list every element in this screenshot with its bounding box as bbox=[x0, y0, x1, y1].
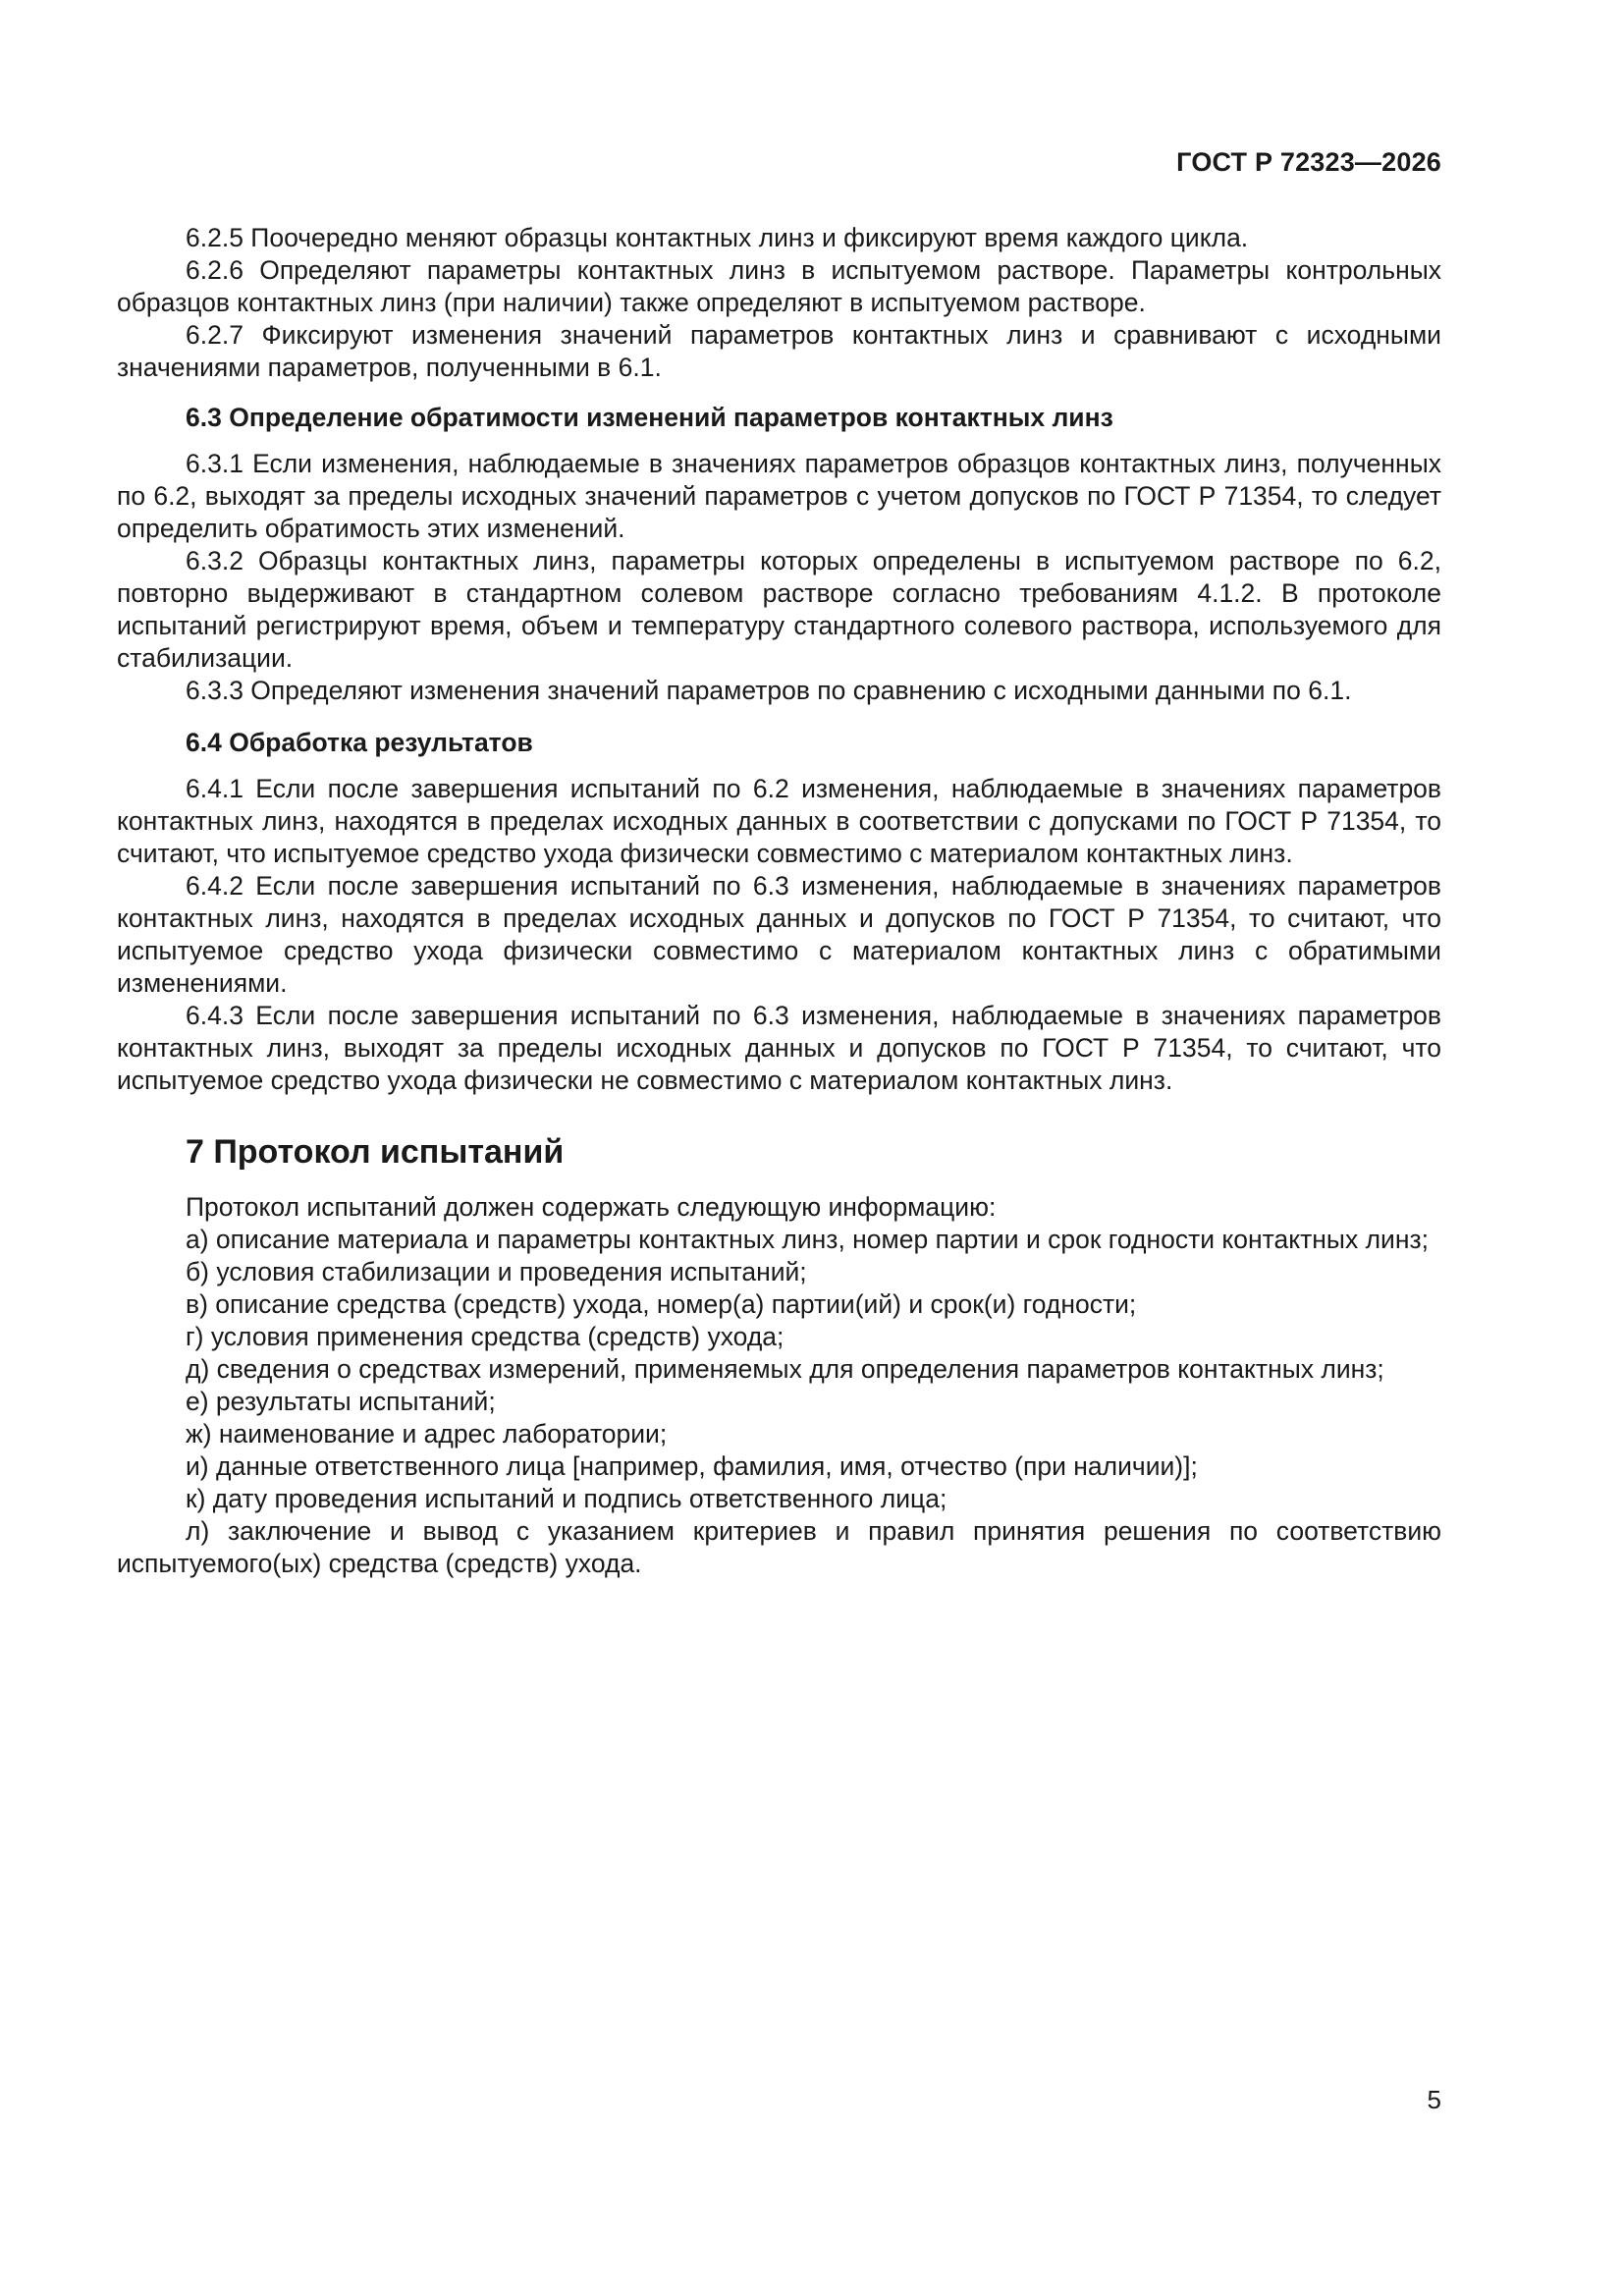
clause-6-3-3: 6.3.3 Определяют изменения значений параметров по сравнению с исходными данными по 6.1. bbox=[186, 676, 1352, 705]
clause-6-3-2: 6.3.2 Образцы контактных линз, параметры которых определены в испытуемом растворе по 6.2, повторно выдерживают в стандартном солевом растворе согласно требованиям 4.1.2. В протоколе испытаний регистрируют время, объем и температуру стандартного солевого раствора, используемого для стабилизации. bbox=[117, 546, 1441, 673]
section-heading-7: 7 Протокол испытаний bbox=[186, 1133, 565, 1171]
list-item: д) сведения о средствах измерений, применяемых для определения параметров контактных линз; bbox=[186, 1354, 1384, 1384]
list-item: а) описание материала и параметры контактных линз, номер партии и срок годности контактных линз; bbox=[186, 1225, 1429, 1254]
list-item: ж) наименование и адрес лаборатории; bbox=[186, 1419, 668, 1449]
subsection-heading-6-4: 6.4 Обработка результатов bbox=[186, 728, 533, 757]
clause-6-4-3: 6.4.3 Если после завершения испытаний по 6.3 изменения, наблюдаемые в значениях параметров контактных линз, выходят за пределы исходных данных и допусков по ГОСТ Р 71354, то считают, что испытуемое средство ухода физически не совместимо с материалом контактных линз. bbox=[117, 1001, 1441, 1095]
subsection-heading-6-3: 6.3 Определение обратимости изменений параметров контактных линз bbox=[186, 403, 1113, 432]
list-item: в) описание средства (средств) ухода, номер(а) партии(ий) и срок(и) годности; bbox=[186, 1289, 1137, 1319]
clause-6-2-6: 6.2.6 Определяют параметры контактных линз в испытуемом растворе. Параметры контрольных образцов контактных линз (при наличии) также определяют в испытуемом растворе. bbox=[117, 255, 1441, 317]
standard-header: ГОСТ Р 72323—2026 bbox=[1176, 147, 1441, 177]
clause-6-3-1: 6.3.1 Если изменения, наблюдаемые в значениях параметров образцов контактных линз, полученных по 6.2, выходят за пределы исходных значений параметров с учетом допусков по ГОСТ Р 71354, то следует определить обратимость этих изменений. bbox=[117, 449, 1441, 543]
clause-6-4-2: 6.4.2 Если после завершения испытаний по 6.3 изменения, наблюдаемые в значениях параметров контактных линз, находятся в пределах исходных данных и допусков по ГОСТ Р 71354, то считают, что испытуемое средство ухода физически совместимо с материалом контактных линз с обратимыми изменениями. bbox=[117, 871, 1441, 998]
list-item: е) результаты испытаний; bbox=[186, 1387, 496, 1416]
page-number: 5 bbox=[1427, 2085, 1441, 2114]
list-item: и) данные ответственного лица [например, фамилия, имя, отчество (при наличии)]; bbox=[186, 1451, 1198, 1481]
protocol-intro: Протокол испытаний должен содержать следующую информацию: bbox=[186, 1192, 997, 1222]
protocol-item-list bbox=[117, 1224, 1441, 1580]
clause-6-2-5: 6.2.5 Поочередно меняют образцы контактных линз и фиксируют время каждого цикла. bbox=[186, 223, 1249, 252]
list-item: г) условия применения средства (средств) ухода; bbox=[186, 1322, 784, 1351]
list-item: б) условия стабилизации и проведения испытаний; bbox=[186, 1257, 807, 1286]
clause-6-4-1: 6.4.1 Если после завершения испытаний по 6.2 изменения, наблюдаемые в значениях параметров контактных линз, находятся в пределах исходных данных в соответствии с допусками по ГОСТ Р 71354, то считают, что испытуемое средство ухода физически совместимо с материалом контактных линз. bbox=[117, 774, 1441, 868]
document-body bbox=[117, 222, 1441, 1580]
list-item: л) заключение и вывод с указанием критериев и правил принятия решения по соответствию испытуемого(ых) средства (средств) ухода. bbox=[117, 1516, 1441, 1578]
list-item: к) дату проведения испытаний и подпись ответственного лица; bbox=[186, 1484, 947, 1513]
clause-6-2-7: 6.2.7 Фиксируют изменения значений параметров контактных линз и сравнивают с исходными значениями параметров, полученными в 6.1. bbox=[117, 320, 1441, 382]
